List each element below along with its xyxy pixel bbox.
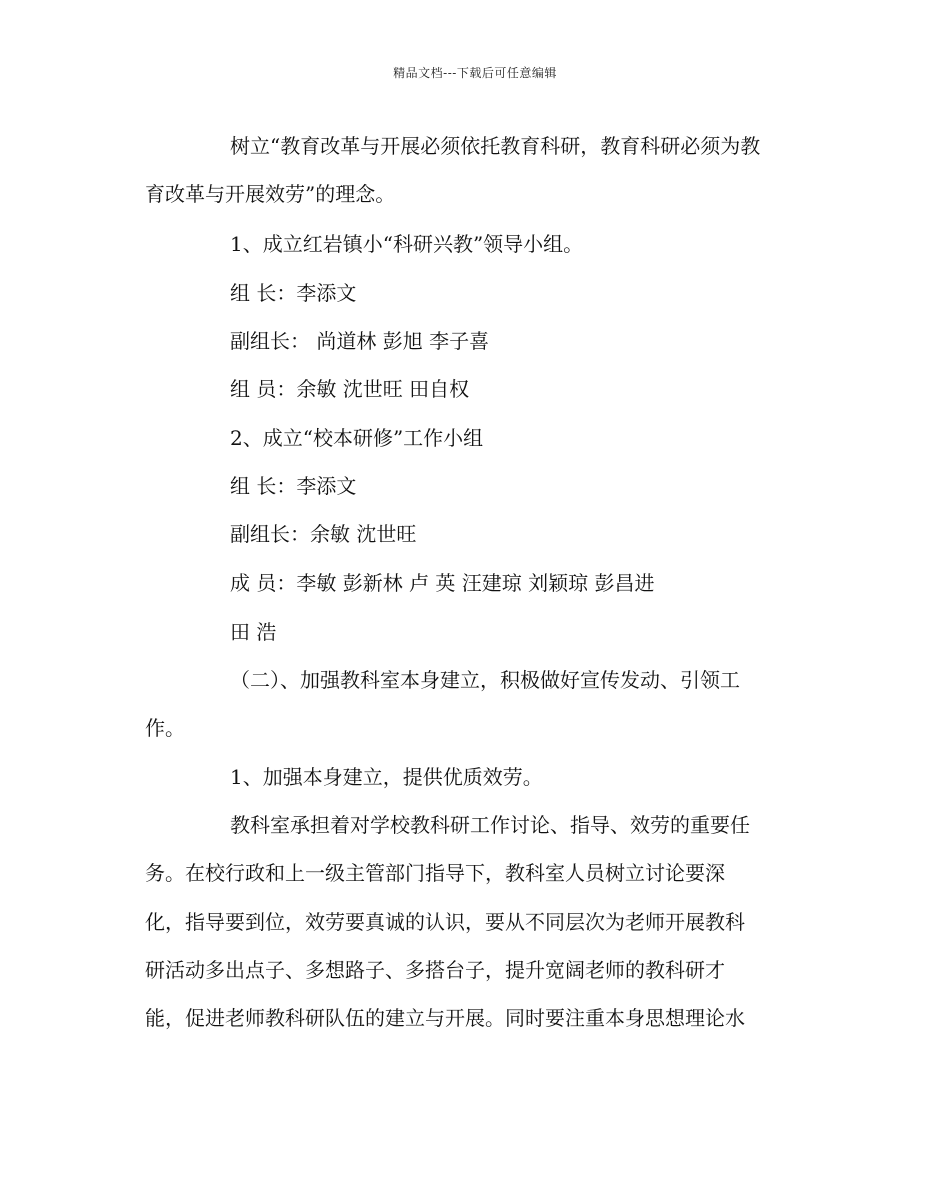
paragraph-line: 树立“教育改革与开展必须依托教育科研，教育科研必须为教 xyxy=(230,134,761,158)
paragraph-line: 能，促进老师教科研队伍的建立与开展。同时要注重本身思想理论水 xyxy=(145,1006,745,1030)
section-heading: 1、加强本身建立，提供优质效劳。 xyxy=(230,765,543,789)
list-item: 组 长：李添文 xyxy=(230,281,357,305)
paragraph-line: 作。 xyxy=(145,716,185,740)
list-item: 田 浩 xyxy=(230,620,277,644)
list-item: 组 长：李添文 xyxy=(230,474,357,498)
paragraph-line: 化，指导要到位，效劳要真诚的认识，要从不同层次为老师开展教科 xyxy=(145,910,745,934)
list-item: 副组长： 尚道林 彭旭 李子喜 xyxy=(230,329,490,353)
paragraph-line: 教科室承担着对学校教科研工作讨论、指导、效劳的重要任 xyxy=(230,813,750,837)
section-heading: 1、成立红岩镇小“科研兴教”领导小组。 xyxy=(230,232,584,256)
section-heading: 2、成立“校本研修”工作小组 xyxy=(230,426,484,450)
paragraph-line: 务。在校行政和上一级主管部门指导下，教科室人员树立讨论要深 xyxy=(145,861,725,885)
page-header: 精品文档---下载后可任意编辑 xyxy=(393,66,557,80)
list-item: 成 员：李敏 彭新林 卢 英 汪建琼 刘颖琼 彭昌进 xyxy=(230,571,655,595)
list-item: 副组长：余敏 沈世旺 xyxy=(230,522,417,546)
list-item: 组 员：余敏 沈世旺 田自权 xyxy=(230,377,470,401)
paragraph-line: 育改革与开展效劳”的理念。 xyxy=(145,182,396,206)
section-heading: （二）、加强教科室本身建立，积极做好宣传发动、引领工 xyxy=(230,668,740,692)
paragraph-line: 研活动多出点子、多想路子、多搭台子，提升宽阔老师的教科研才 xyxy=(145,958,725,982)
